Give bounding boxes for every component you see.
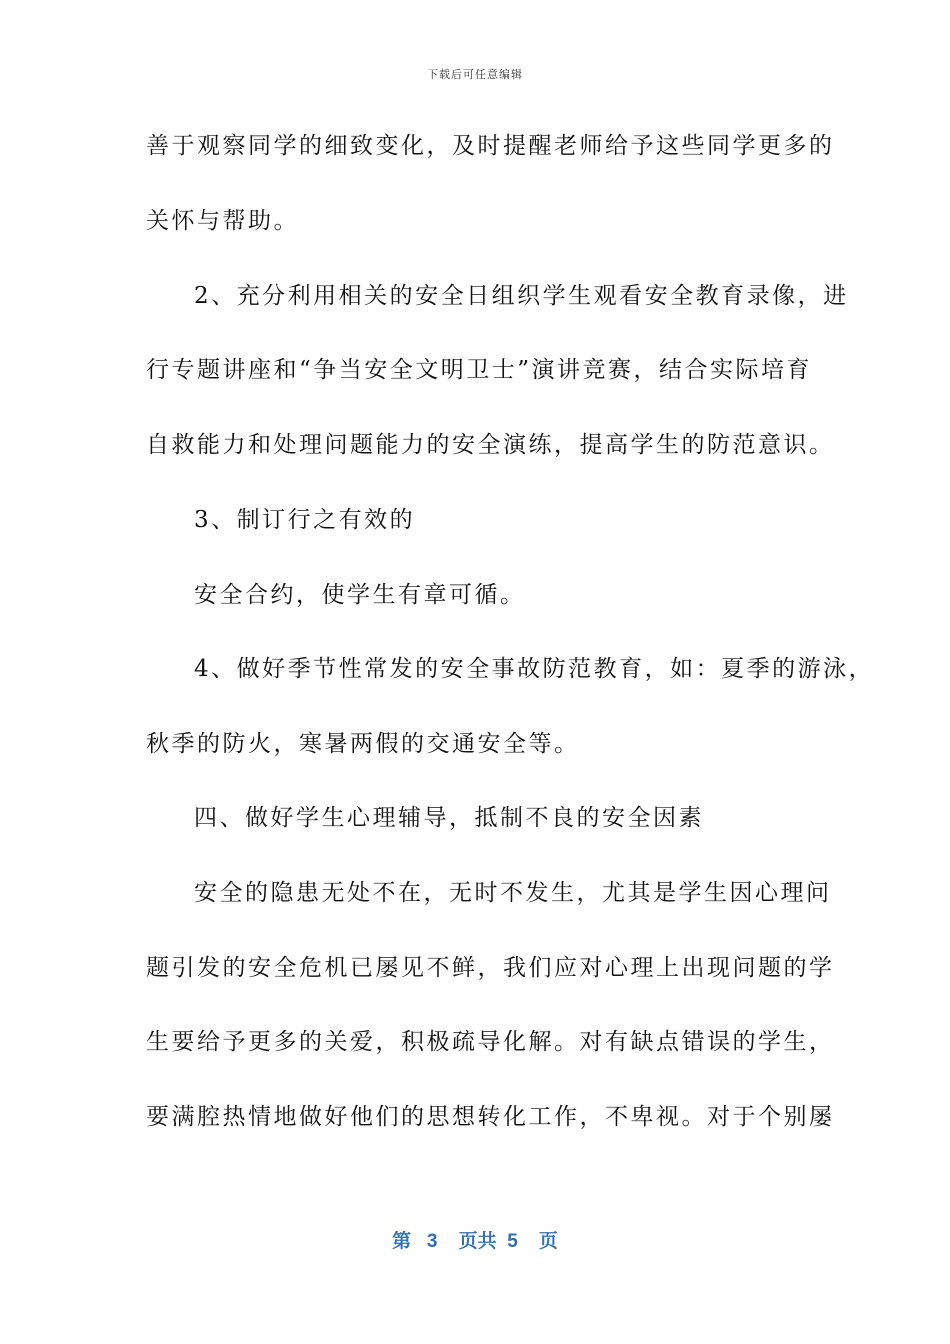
section-heading: 四、做好学生心理辅导，抵制不良的安全因素 (194, 805, 704, 831)
text-line: 关怀与帮助。 (146, 208, 299, 234)
text-line: 4、做好季节性常发的安全事故防范教育，如：夏季的游泳， (194, 656, 875, 682)
total-pages-number: 5 (507, 1231, 518, 1252)
current-page-number: 3 (426, 1231, 438, 1252)
text-line: 2、充分利用相关的安全日组织学生观看安全教育录像，进 (194, 283, 849, 309)
text-line: 要满腔热情地做好他们的思想转化工作，不卑视。对于个别屡 (146, 1104, 835, 1130)
text-line: 行专题讲座和“争当安全文明卫士”演讲竞赛，结合实际培育 (146, 357, 813, 383)
footer-prefix: 第 (392, 1231, 412, 1252)
text-line: 秋季的防火，寒暑两假的交通安全等。 (146, 731, 580, 757)
text-line: 安全合约，使学生有章可循。 (194, 582, 526, 608)
text-line: 安全的隐患无处不在，无时不发生，尤其是学生因心理问 (194, 880, 832, 906)
text-line: 自救能力和处理问题能力的安全演练，提高学生的防范意识。 (146, 432, 835, 458)
footer-middle: 页共 (458, 1231, 497, 1252)
text-line: 善于观察同学的细致变化，及时提醒老师给予这些同学更多的 (146, 133, 835, 159)
page-footer (0, 1226, 950, 1253)
text-line: 生要给予更多的关爱，积极疏导化解。对有缺点错误的学生， (146, 1029, 835, 1055)
text-line: 3、制订行之有效的 (194, 507, 416, 533)
text-line: 题引发的安全危机已屡见不鲜，我们应对心理上出现问题的学 (146, 955, 835, 981)
footer-suffix: 页 (538, 1231, 558, 1252)
page-header-note: 下载后可任意编辑 (427, 68, 523, 81)
